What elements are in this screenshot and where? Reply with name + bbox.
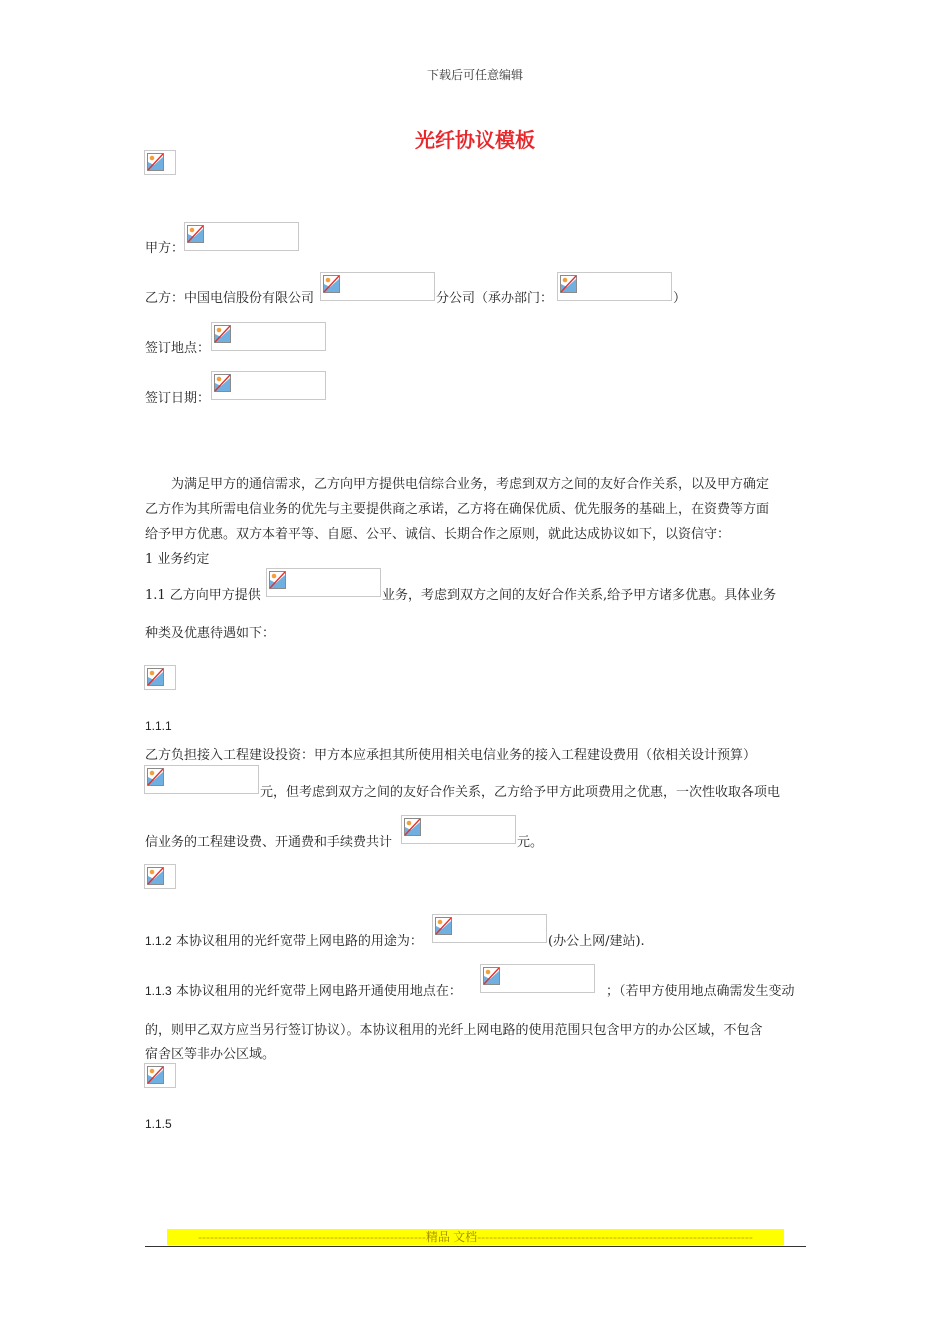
clause-1-1-1-line-3-suffix: 元。 [517, 835, 544, 850]
service-field[interactable] [266, 568, 381, 597]
clause-1-1-3-line-2: 的，则甲乙双方应当另行签订协议）。本协议租用的光纤上网电路的使用范围只包含甲方的办公区域，不包含 [145, 1023, 763, 1038]
broken-image-icon [560, 275, 577, 293]
clause-1-1-3-number: 1.1.3 [145, 984, 172, 998]
party-a-label: 甲方： [145, 241, 185, 256]
clause-1-1-line-2: 种类及优惠待遇如下： [145, 626, 276, 641]
clause-1-1-5-number: 1.1.5 [145, 1117, 172, 1131]
broken-image-icon [323, 275, 340, 293]
total-fee-field[interactable] [401, 815, 516, 844]
branch-name-field[interactable] [320, 272, 435, 301]
broken-image-icon [483, 967, 500, 985]
usage-field[interactable] [432, 914, 547, 943]
broken-image-placeholder [144, 864, 176, 889]
clause-1-1-1-line-1: 乙方负担接入工程建设投资：甲方本应承担其所使用相关电信业务的接入工程建设费用（依相关设计预算） [145, 748, 757, 763]
broken-image-placeholder [144, 150, 176, 175]
clause-1-1-prefix: 1.1 乙方向甲方提供 [145, 588, 261, 603]
footer-dashes-right: --------------------------------------------------------------------- [477, 1230, 753, 1244]
footer-dashes-left: --------------------------------------------------------- [198, 1230, 426, 1244]
intro-line-3: 给予甲方优惠。双方本着平等、自愿、公平、诚信、长期合作之原则，就此达成协议如下，以资信守： [145, 527, 731, 542]
clause-1-1-2-number: 1.1.2 [145, 934, 172, 948]
document-title: 光纤协议模板 [415, 128, 535, 152]
budget-field[interactable] [144, 765, 259, 794]
clause-1-1-3-text: 本协议租用的光纤宽带上网电路开通使用地点在： [175, 984, 462, 999]
broken-image-icon [269, 571, 286, 589]
broken-image-icon [214, 325, 231, 343]
clause-1-1-2-suffix: (办公上网/建站). [548, 934, 645, 949]
footer-banner [167, 1229, 784, 1245]
sign-date-field[interactable] [211, 371, 326, 400]
party-b-label: 乙方：中国电信股份有限公司 [145, 291, 315, 306]
broken-image-icon [214, 374, 231, 392]
clause-1-1-3-line-3: 宿舍区等非办公区域。 [145, 1047, 276, 1062]
branch-close: ） [673, 291, 687, 306]
broken-image-placeholder [144, 1063, 176, 1088]
department-field[interactable] [557, 272, 672, 301]
broken-image-icon [147, 768, 164, 786]
clause-1-1-1-line-2: 元，但考虑到双方之间的友好合作关系，乙方给予甲方此项费用之优惠，一次性收取各项电 [260, 785, 781, 800]
section-1-heading: 1 业务约定 [145, 552, 210, 567]
clause-1-1-2-text: 本协议租用的光纤宽带上网电路的用途为： [175, 934, 423, 949]
broken-image-icon [147, 668, 164, 686]
clause-1-1-1-line-3-prefix: 信业务的工程建设费、开通费和手续费共计 [145, 835, 393, 850]
location-field[interactable] [480, 964, 595, 993]
footer-label: 精品 文档 [425, 1230, 478, 1244]
clause-1-1-1-number: 1.1.1 [145, 719, 172, 733]
clause-1-1-suffix: 业务，考虑到双方之间的友好合作关系,给予甲方诸多优惠。具体业务 [382, 588, 777, 603]
header-note: 下载后可任意编辑 [426, 68, 523, 82]
sign-date-label: 签订日期： [145, 391, 211, 406]
sign-place-field[interactable] [211, 322, 326, 351]
clause-1-1-2-row [145, 930, 423, 949]
broken-image-icon [147, 1066, 164, 1084]
broken-image-placeholder [144, 665, 176, 690]
footer-divider [145, 1246, 806, 1247]
intro-line-2: 乙方作为其所需电信业务的优先与主要提供商之承诺，乙方将在确保优质、优先服务的基础上，在资费等方面 [145, 502, 770, 517]
broken-image-icon [187, 225, 204, 243]
broken-image-icon [404, 818, 421, 836]
intro-line-1: 为满足甲方的通信需求，乙方向甲方提供电信综合业务，考虑到双方之间的友好合作关系，以及甲方确定 [171, 477, 770, 492]
broken-image-icon [147, 153, 164, 171]
sign-place-label: 签订地点： [145, 341, 211, 356]
branch-label: 分公司（承办部门： [436, 291, 554, 306]
broken-image-icon [147, 867, 164, 885]
clause-1-1-3-suffix: ；（若甲方使用地点确需发生变动 [606, 984, 795, 999]
broken-image-icon [435, 917, 452, 935]
party-a-field[interactable] [184, 222, 299, 251]
clause-1-1-3-row [145, 980, 462, 999]
